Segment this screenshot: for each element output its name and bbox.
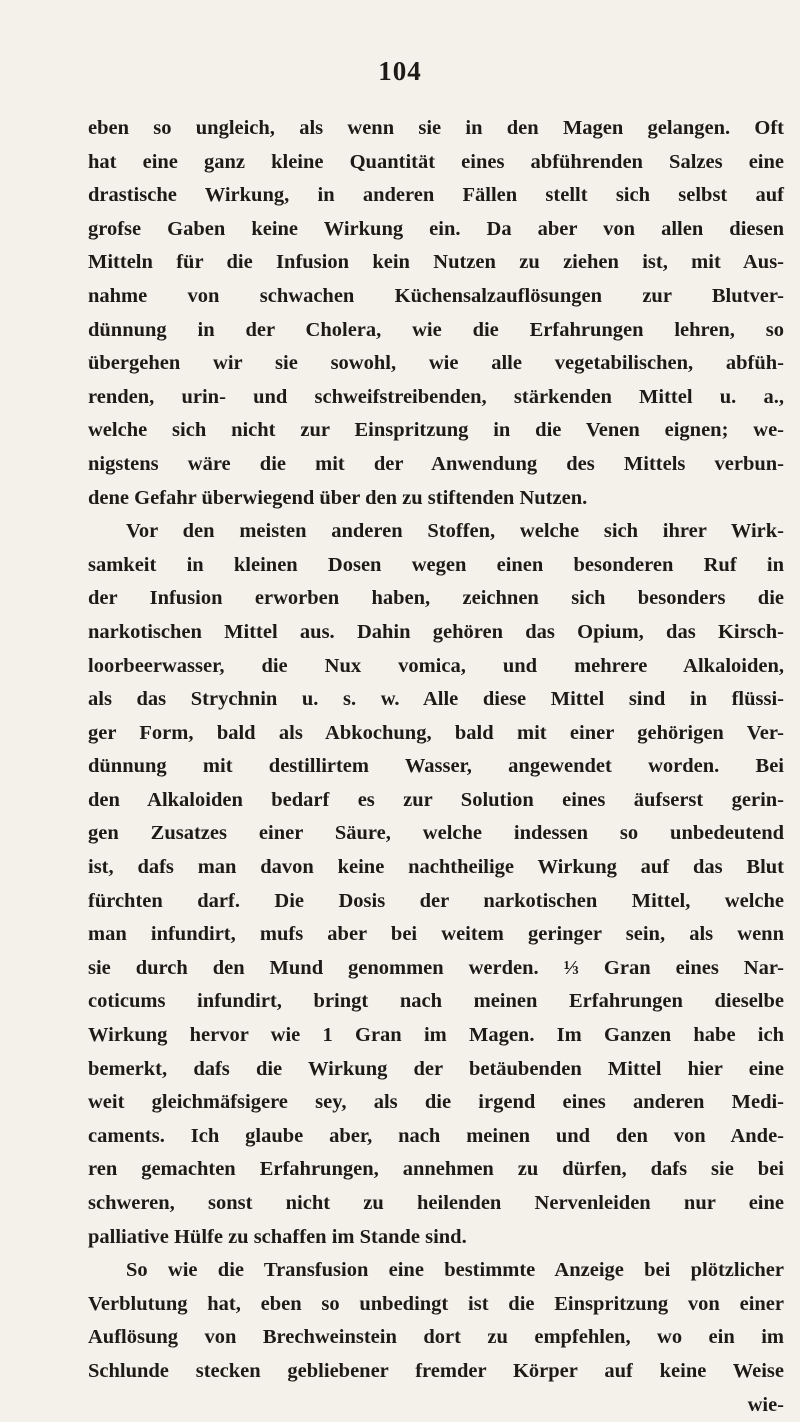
text-line-30: weit gleichmäfsigere sey, als die irgend eines anderen Medi- (88, 1091, 784, 1114)
text-line-29: bemerkt, dafs die Wirkung der betäubenden Mittel hier eine (88, 1057, 784, 1080)
text-line-19: ger Form, bald als Abkochung, bald mit einer gehörigen Ver- (88, 721, 784, 744)
text-line-20: dünnung mit destillirtem Wasser, angewendet worden. Bei (88, 755, 784, 778)
text-line-27: coticums infundirt, bringt nach meinen Erfahrungen dieselbe (88, 990, 784, 1013)
text-line-24: fürchten darf. Die Dosis der narkotischen Mittel, welche (88, 889, 784, 912)
text-line-34: palliative Hülfe zu schaffen im Stande sind. (88, 1225, 467, 1248)
text-line-17: loorbeerwasser, die Nux vomica, und mehrere Alkaloiden, (88, 654, 784, 677)
page-number: 104 (378, 56, 422, 86)
text-line-21: den Alkaloiden bedarf es zur Solution eines äufserst gerin- (88, 788, 784, 811)
text-line-18: als das Strychnin u. s. w. Alle diese Mittel sind in flüssi- (88, 688, 784, 711)
body-text (88, 112, 784, 1422)
text-line-8: übergehen wir sie sowohl, wie alle vegetabilischen, abfüh- (88, 352, 784, 375)
text-line-23: ist, dafs man davon keine nachtheilige Wirkung auf das Blut (88, 856, 784, 879)
text-line-22: gen Zusatzes einer Säure, welche indessen so unbedeutend (88, 822, 784, 845)
catchword: wie- (747, 1393, 784, 1416)
text-line-1: eben so ungleich, als wenn sie in den Magen gelangen. Oft (88, 117, 784, 139)
text-line-6: nahme von schwachen Küchensalzauflösungen zur Blutver- (88, 284, 784, 307)
text-line-13: Vor den meisten anderen Stoffen, welche sich ihrer Wirk- (126, 520, 784, 543)
text-line-37: Auflösung von Brechweinstein dort zu empfehlen, wo ein im (88, 1326, 784, 1349)
text-line-26: sie durch den Mund genommen werden. ⅓ Gran eines Nar- (88, 956, 784, 979)
text-line-10: welche sich nicht zur Einspritzung in die Venen eignen; we- (88, 419, 784, 442)
text-line-31: caments. Ich glaube aber, nach meinen und den von Ande- (88, 1124, 784, 1147)
text-line-12: dene Gefahr überwiegend über den zu stiftenden Nutzen. (88, 486, 588, 509)
text-line-36: Verblutung hat, eben so unbedingt ist die Einspritzung von einer (88, 1292, 784, 1315)
text-line-38: Schlunde stecken gebliebener fremder Körper auf keine Weise (88, 1359, 784, 1382)
text-line-11: nigstens wäre die mit der Anwendung des Mittels verbun- (88, 452, 784, 475)
text-line-33: schweren, sonst nicht zu heilenden Nervenleiden nur eine (88, 1192, 784, 1214)
text-line-9: renden, urin- und schweifstreibenden, stärkenden Mittel u. a., (88, 385, 784, 408)
text-line-2: hat eine ganz kleine Quantität eines abführenden Salzes eine (88, 150, 784, 173)
text-line-15: der Infusion erworben haben, zeichnen sich besonders die (88, 587, 784, 610)
text-line-4: grofse Gaben keine Wirkung ein. Da aber von allen diesen (88, 217, 784, 240)
text-line-5: Mitteln für die Infusion kein Nutzen zu ziehen ist, mit Aus- (88, 251, 784, 274)
text-line-35: So wie die Transfusion eine bestimmte Anzeige bei plötzlicher (126, 1259, 784, 1282)
text-line-28: Wirkung hervor wie 1 Gran im Magen. Im Ganzen habe ich (88, 1024, 784, 1047)
text-line-14: samkeit in kleinen Dosen wegen einen besonderen Ruf in (88, 553, 784, 576)
text-line-7: dünnung in der Cholera, wie die Erfahrungen lehren, so (88, 318, 784, 341)
text-line-3: drastische Wirkung, in anderen Fällen stellt sich selbst auf (88, 184, 784, 207)
text-line-32: ren gemachten Erfahrungen, annehmen zu dürfen, dafs sie bei (88, 1158, 784, 1181)
text-line-16: narkotischen Mittel aus. Dahin gehören das Opium, das Kirsch- (88, 620, 784, 643)
text-line-25: man infundirt, mufs aber bei weitem geringer sein, als wenn (88, 923, 784, 946)
